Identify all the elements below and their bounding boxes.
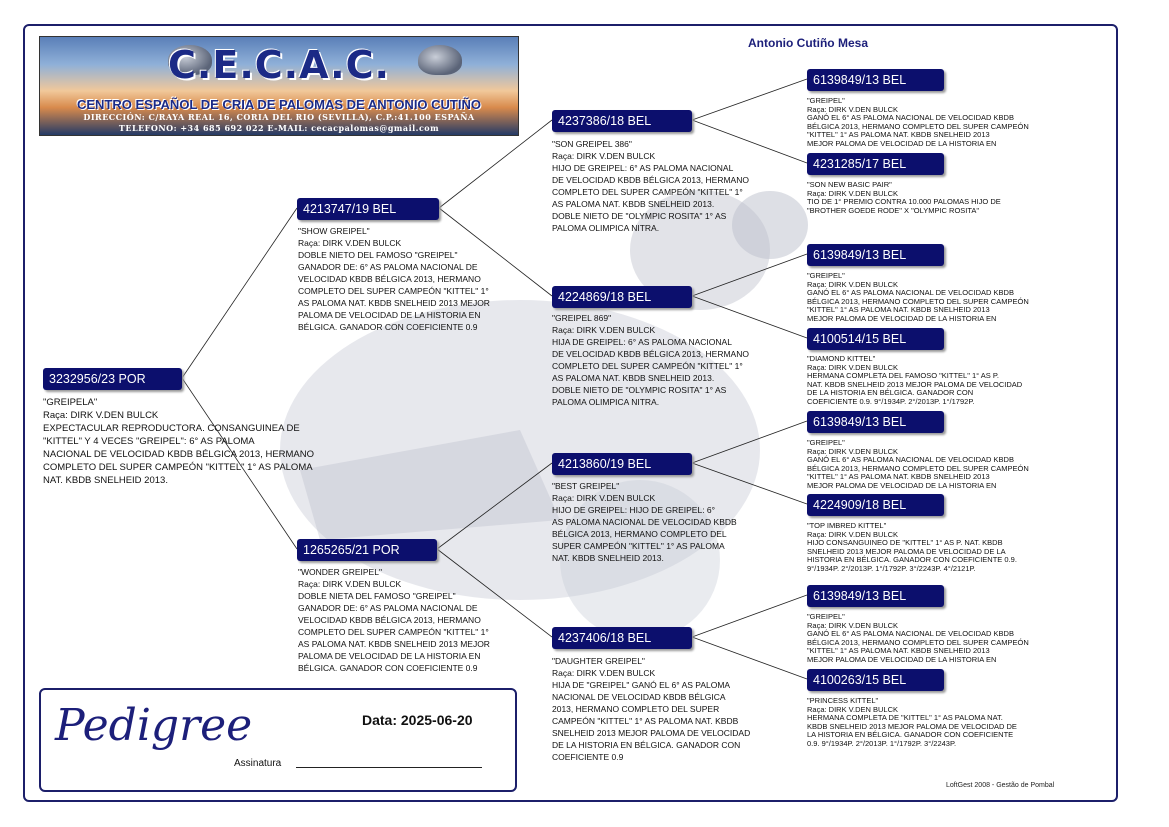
great-grandparent-ring[interactable]: 4100514/15 BEL bbox=[807, 328, 944, 350]
grandparent-ring[interactable]: 4224869/18 BEL bbox=[552, 286, 692, 308]
grandparent-description: "GREIPEL 869" Raça: DIRK V.DEN BULCK HIJA DE GREIPEL: 6° AS PALOMA NACIONAL DE VELOCIDAD KBDB BÉLGICA 2013, HERMANO COMPLETO DEL SUPER CAMPEÓN "KITTEL" 1° AS PALOMA NAT. KBDB SNELHEID 2013. DOBLE NIETO DE "OLYMPIC ROSITA" 1° AS PALOMA OLIMPICA NITRA. bbox=[552, 313, 749, 407]
banner-address: DIRECCIÓN: C/RAYA REAL 16, CORIA DEL RIO (SEVILLA), C.P.:41.100 ESPAÑA bbox=[83, 112, 475, 122]
great-grandparent-description: "GREIPEL" Raça: DIRK V.DEN BULCK GANÓ EL 6° AS PALOMA NACIONAL DE VELOCIDAD KBDB BÉLGICA 2013, HERMANO COMPLETO DEL SUPER CAMPEÓN "KITTEL" 1° AS PALOMA NAT. KBDB SNELHEID 2013 MEJOR PALOMA DE VELOCIDAD DE LA HISTORIA EN bbox=[807, 271, 1029, 323]
great-grandparent-ring[interactable]: 6139849/13 BEL bbox=[807, 411, 944, 433]
sire-description: "SHOW GREIPEL" Raça: DIRK V.DEN BULCK DOBLE NIETO DEL FAMOSO "GREIPEL" GANADOR DE: 6° AS PALOMA NACIONAL DE VELOCIDAD KBDB BÉLGICA 2013, HERMANO COMPLETO DEL SUPER CAMPEÓN "KITTEL" 1° AS PALOMA NAT. KBDB SNELHEID 2013 MEJOR PALOMA DE VELOCIDAD DE LA HISTORIA EN BÉLGICA. GANADOR CON COEFICIENTE 0.9 bbox=[298, 226, 490, 332]
grandparent-ring[interactable]: 4237386/18 BEL bbox=[552, 110, 692, 132]
great-grandparent-description: "SON NEW BASIC PAIR" Raça: DIRK V.DEN BULCK TIO DE 1° PREMIO CONTRA 10.000 PALOMAS HIJO DE "BROTHER GOEDE RODE" X "OLYMPIC ROSITA" bbox=[807, 180, 1001, 215]
grandparent-description: "SON GREIPEL 386" Raça: DIRK V.DEN BULCK HIJO DE GREIPEL: 6° AS PALOMA NACIONAL DE VELOCIDAD KBDB BÉLGICA 2013, HERMANO COMPLETO DEL SUPER CAMPEÓN "KITTEL" 1° AS PALOMA NAT. KBDB SNELHEID 2013. DOBLE NIETO DE "OLYMPIC ROSITA" 1° AS PALOMA OLIMPICA NITRA. bbox=[552, 139, 749, 233]
signature-line[interactable] bbox=[296, 767, 482, 768]
banner-subtitle: CENTRO ESPAÑOL DE CRIA DE PALOMAS DE ANTONIO CUTIÑO bbox=[77, 97, 481, 112]
pedigree-date: Data: 2025-06-20 bbox=[362, 712, 473, 728]
banner-contact: TELEFONO: +34 685 692 022 E-MAIL: cecacpalomas@gmail.com bbox=[118, 123, 440, 133]
great-grandparent-ring[interactable]: 6139849/13 BEL bbox=[807, 69, 944, 91]
subject-ring[interactable]: 3232956/23 POR bbox=[43, 368, 182, 390]
subject-description: "GREIPELA" Raça: DIRK V.DEN BULCK EXPECTACULAR REPRODUCTORA. CONSANGUINEA DE "KITTEL" Y 4 VECES "GREIPEL": 6° AS PALOMA NACIONAL DE VELOCIDAD KBDB BÉLGICA 2013, HERMANO COMPLETO DEL SUPER CAMPEÓN "KITTEL" 1° AS PALOMA NAT. KBDB SNELHEID 2013. bbox=[43, 397, 315, 486]
grandparent-ring[interactable]: 4237406/18 BEL bbox=[552, 627, 692, 649]
great-grandparent-ring[interactable]: 6139849/13 BEL bbox=[807, 244, 944, 266]
great-grandparent-description: "PRINCESS KITTEL" Raça: DIRK V.DEN BULCK HERMANA COMPLETA DE "KITTEL" 1° AS PALOMA NAT. KBDB SNELHEID 2013 MEJOR PALOMA DE VELOCIDAD DE LA HISTORIA EN BÉLGICA. GANADOR CON COEFICIENTE 0.9. 9°/1934P. 2°/2013P. 1°/1792P. 3°/2243P. bbox=[807, 696, 1017, 748]
great-grandparent-ring[interactable]: 4224909/18 BEL bbox=[807, 494, 944, 516]
great-grandparent-description: "TOP IMBRED KITTEL" Raça: DIRK V.DEN BULCK HIJO CONSANGUINEO DE "KITTEL" 1° AS P. NAT. KBDB SNELHEID 2013 MEJOR PALOMA DE VELOCIDAD DE LA HISTORIA EN BÉLGICA. GANADOR CON COEFICIENTE 0.9. 9°/1934P. 2°/2013P. 1°/1792P. 3°/2243P. 4°/2121P. bbox=[807, 521, 1017, 573]
dam-ring[interactable]: 1265265/21 POR bbox=[297, 539, 437, 561]
signature-label: Assinatura bbox=[234, 758, 282, 769]
great-grandparent-description: "GREIPEL" Raça: DIRK V.DEN BULCK GANÓ EL 6° AS PALOMA NACIONAL DE VELOCIDAD KBDB BÉLGICA 2013, HERMANO COMPLETO DEL SUPER CAMPEÓN "KITTEL" 1° AS PALOMA NAT. KBDB SNELHEID 2013 MEJOR PALOMA DE VELOCIDAD DE LA HISTORIA EN bbox=[807, 96, 1029, 148]
great-grandparent-ring[interactable]: 4100263/15 BEL bbox=[807, 669, 944, 691]
pedigree-label: Pedigree bbox=[55, 700, 253, 751]
banner-logo-text: C.E.C.A.C. bbox=[168, 43, 390, 87]
software-credit: LoftGest 2008 - Gestão de Pombal bbox=[946, 782, 1055, 789]
great-grandparent-description: "GREIPEL" Raça: DIRK V.DEN BULCK GANÓ EL 6° AS PALOMA NACIONAL DE VELOCIDAD KBDB BÉLGICA 2013, HERMANO COMPLETO DEL SUPER CAMPEÓN "KITTEL" 1° AS PALOMA NAT. KBDB SNELHEID 2013 MEJOR PALOMA DE VELOCIDAD DE LA HISTORIA EN bbox=[807, 612, 1029, 664]
great-grandparent-description: "GREIPEL" Raça: DIRK V.DEN BULCK GANÓ EL 6° AS PALOMA NACIONAL DE VELOCIDAD KBDB BÉLGICA 2013, HERMANO COMPLETO DEL SUPER CAMPEÓN "KITTEL" 1° AS PALOMA NAT. KBDB SNELHEID 2013 MEJOR PALOMA DE VELOCIDAD DE LA HISTORIA EN bbox=[807, 438, 1029, 490]
dam-description: "WONDER GREIPEL" Raça: DIRK V.DEN BULCK DOBLE NIETA DEL FAMOSO "GREIPEL" GANADOR DE: 6° AS PALOMA NACIONAL DE VELOCIDAD KBDB BÉLGICA 2013, HERMANO COMPLETO DEL SUPER CAMPEÓN "KITTEL" 1° AS PALOMA NAT. KBDB SNELHEID 2013 MEJOR PALOMA DE VELOCIDAD DE LA HISTORIA EN BÉLGICA. GANADOR CON COEFICIENTE 0.9 bbox=[298, 567, 490, 673]
grandparent-ring[interactable]: 4213860/19 BEL bbox=[552, 453, 692, 475]
great-grandparent-description: "DIAMOND KITTEL" Raça: DIRK V.DEN BULCK HERMANA COMPLETA DEL FAMOSO "KITTEL" 1° AS P. NAT. KBDB SNELHEID 2013 MEJOR PALOMA DE VELOCIDAD DE LA HISTORIA EN BÉLGICA. GANADOR CON COEFICIENTE 0.9. 9°/1934P. 2°/2013P. 1°/1792P. bbox=[807, 354, 1023, 406]
grandparent-description: "DAUGHTER GREIPEL" Raça: DIRK V.DEN BULCK HIJA DE "GREIPEL" GANÓ EL 6° AS PALOMA NACIONAL DE VELOCIDAD KBDB BÉLGICA 2013, HERMANO COMPLETO DEL SUPER CAMPEÓN "KITTEL" 1° AS PALOMA NAT. KBDB SNELHEID 2013 MEJOR PALOMA DE VELOCIDAD DE LA HISTORIA EN BÉLGICA. GANADOR CON COEFICIENTE 0.9 bbox=[552, 656, 751, 762]
great-grandparent-ring[interactable]: 4231285/17 BEL bbox=[807, 153, 944, 175]
sire-ring[interactable]: 4213747/19 BEL bbox=[297, 198, 439, 220]
grandparent-description: "BEST GREIPEL" Raça: DIRK V.DEN BULCK HIJO DE GREIPEL: HIJO DE GREIPEL: 6° AS PALOMA NACIONAL DE VELOCIDAD KBDB BÉLGICA 2013, HERMANO COMPLETO DEL SUPER CAMPEÓN "KITTEL" 1° AS PALOMA NAT. KBDB SNELHEID 2013. bbox=[552, 481, 737, 563]
great-grandparent-ring[interactable]: 6139849/13 BEL bbox=[807, 585, 944, 607]
owner-name: Antonio Cutiño Mesa bbox=[748, 36, 868, 50]
header-banner bbox=[39, 36, 519, 136]
